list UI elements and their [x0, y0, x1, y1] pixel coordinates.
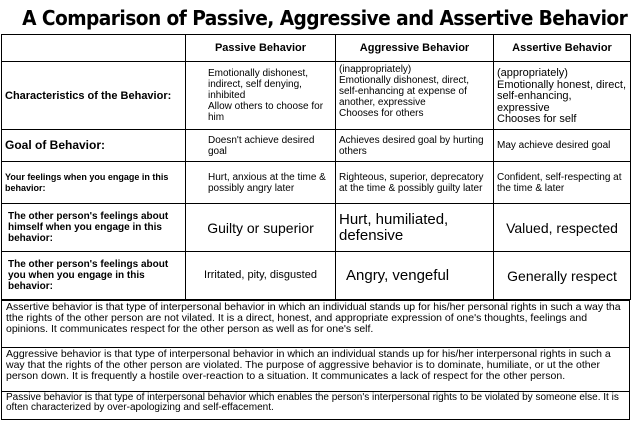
- table-cell: Irritated, pity, disgusted: [186, 252, 336, 300]
- table-cell: (inappropriately) Emotionally dishonest, direct, self-enhancing at expense of another, expressive Chooses for others: [336, 62, 494, 130]
- table-cell: Emotionally dishonest, indirect, self denying, inhibited Allow others to choose for him: [186, 62, 336, 130]
- page-title: A Comparison of Passive, Aggressive and Assertive Behavior: [22, 6, 628, 30]
- passive-definition: Passive behavior is that type of interpersonal behavior which enables the person's interpersonal rights to be violated by someone else. It is often characterized by over-apologizing and self-effacement.: [1, 392, 630, 420]
- header-aggressive: Aggressive Behavior: [336, 35, 494, 62]
- table-row-other-you: [2, 252, 631, 300]
- table-row-characteristics: [2, 62, 631, 130]
- header-empty-cell: [2, 35, 186, 62]
- table-cell: Hurt, anxious at the time & possibly angry later: [186, 162, 336, 204]
- table-row-other-self: [2, 204, 631, 252]
- header-assertive: Assertive Behavior: [494, 35, 631, 62]
- row-label: The other person's feelings about you when you engage in this behavior:: [2, 252, 186, 300]
- comparison-table: [1, 34, 631, 300]
- table-cell: Righteous, superior, deprecatory at the time & possibly guilty later: [336, 162, 494, 204]
- table-cell: Confident, self-respecting at the time & later: [494, 162, 631, 204]
- row-label: Goal of Behavior:: [2, 130, 186, 162]
- aggressive-definition: Aggressive behavior is that type of interpersonal behavior in which an individual stands up for his/her interpersonal rights in such a way that the rights of the other person are violated. The purpose of aggressive behavior is to dominate, humiliate, or ut the other person down. It is frequently a hostile over-reaction to a situation. It communicates a lack of respect for the other person.: [1, 348, 630, 392]
- header-row: [2, 35, 631, 62]
- table-cell: Guilty or superior: [186, 204, 336, 252]
- table-cell: Achieves desired goal by hurting others: [336, 130, 494, 162]
- assertive-definition: Assertive behavior is that type of interpersonal behavior in which an individual stands up for his/her personal rights in such a way tha tthe rights of the other person are not vilated. It is a direct, honest, and appropriate expression of one's thoughts, feelings and opinions. It communicates respect for the other person as well as for one's self.: [1, 300, 630, 348]
- table-cell: Angry, vengeful: [336, 252, 494, 300]
- table-cell: Generally respect: [494, 252, 631, 300]
- table-cell: (appropriately) Emotionally honest, direct, self-enhancing, expressive Chooses for self: [494, 62, 631, 130]
- table-cell: May achieve desired goal: [494, 130, 631, 162]
- table-cell: Doesn't achieve desired goal: [186, 130, 336, 162]
- table-cell: Hurt, humiliated, defensive: [336, 204, 494, 252]
- header-passive: Passive Behavior: [186, 35, 336, 62]
- table-row-goal: [2, 130, 631, 162]
- row-label: The other person's feelings about himself when you engage in this behavior:: [2, 204, 186, 252]
- row-label: Your feelings when you engage in this behavior:: [2, 162, 186, 204]
- table-cell: Valued, respected: [494, 204, 631, 252]
- row-label: Characteristics of the Behavior:: [2, 62, 186, 130]
- table-row-your-feelings: [2, 162, 631, 204]
